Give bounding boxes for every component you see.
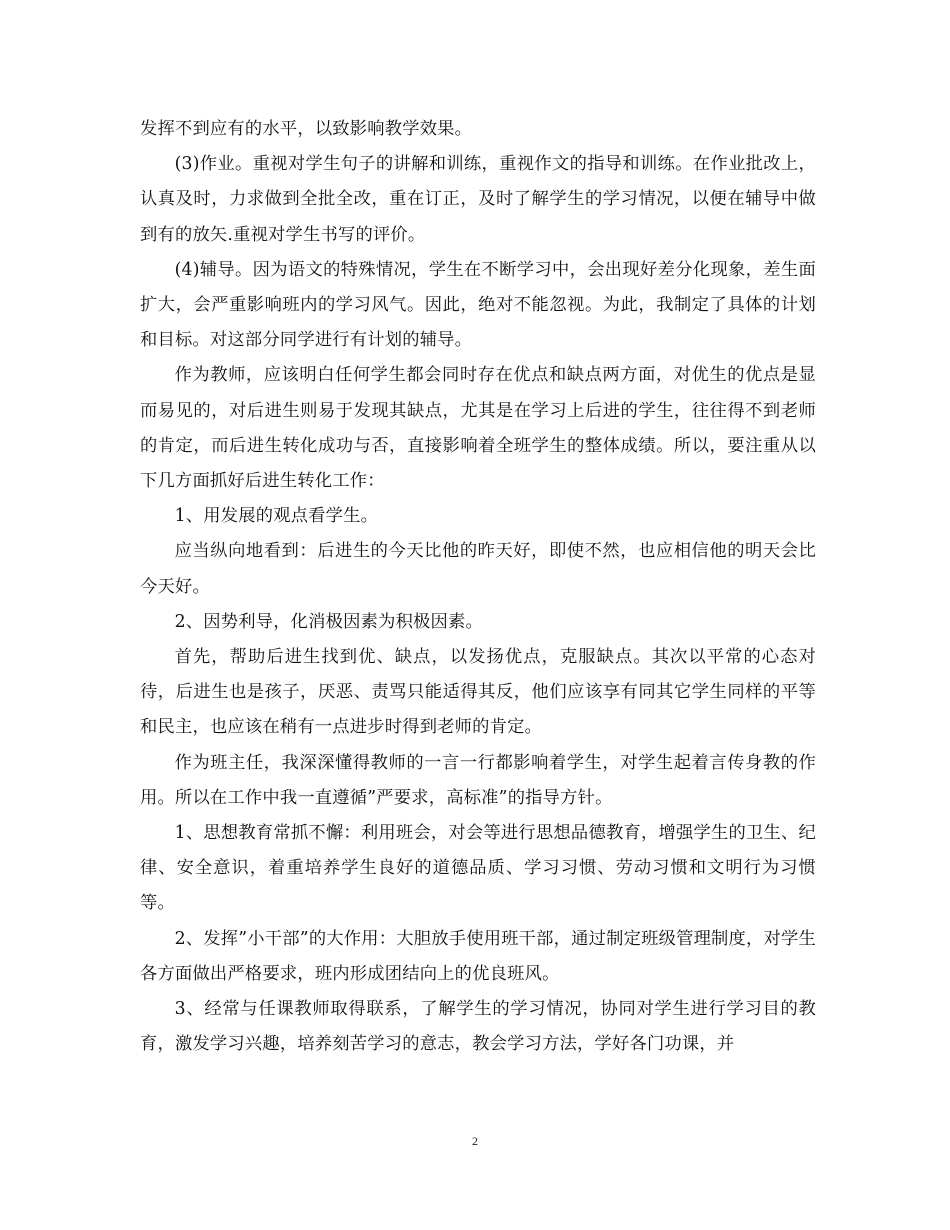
- paragraph: 2、发挥”小干部”的大作用：大胆放手使用班干部，通过制定班级管理制度，对学生各方面做出严格要求，班内形成团结向上的优良班风。: [140, 928, 816, 984]
- paragraph: 3、经常与任课教师取得联系，了解学生的学习情况，协同对学生进行学习目的教育，激发学习兴趣，培养刻苦学习的意志，教会学习方法，学好各门功课，并: [140, 999, 816, 1055]
- paragraph: (3)作业。重视对学生句子的讲解和训练，重视作文的指导和训练。在作业批改上，认真及时，力求做到全批全改，重在订正，及时了解学生的学习情况，以便在辅导中做到有的放矢.重视对学生书写的评价。: [140, 154, 816, 245]
- paragraph: 2、因势利导，化消极因素为积极因素。: [174, 611, 483, 632]
- paragraph: 首先，帮助后进生找到优、缺点，以发扬优点，克服缺点。其次以平常的心态对待，后进生也是孩子，厌恶、责骂只能适得其反，他们应该享有同其它学生同样的平等和民主，也应该在稍有一点进步时得到老师的肯定。: [140, 647, 816, 738]
- paragraph: 作为班主任，我深深懂得教师的一言一行都影响着学生，对学生起着言传身教的作用。所以在工作中我一直遵循”严要求，高标准”的指导方针。: [140, 752, 816, 808]
- paragraph: 作为教师，应该明白任何学生都会同时存在优点和缺点两方面，对优生的优点是显而易见的，对后进生则易于发现其缺点，尤其是在学习上后进的学生，往往得不到老师的肯定，而后进生转化成功与否，直接影响着全班学生的整体成绩。所以，要注重从以下几方面抓好后进生转化工作：: [140, 365, 816, 492]
- paragraph: 1、思想教育常抓不懈：利用班会，对会等进行思想品德教育，增强学生的卫生、纪律、安全意识，着重培养学生良好的道德品质、学习习惯、劳动习惯和文明行为习惯等。: [140, 823, 816, 914]
- page-number: 2: [472, 1134, 478, 1148]
- paragraph: 发挥不到应有的水平，以致影响教学效果。: [140, 119, 473, 139]
- body-text: [140, 112, 816, 1062]
- paragraph: 应当纵向地看到：后进生的今天比他的昨天好，即使不然，也应相信他的明天会比今天好。: [140, 541, 816, 597]
- paragraph: 1、用发展的观点看学生。: [174, 506, 379, 527]
- paragraph: (4)辅导。因为语文的特殊情况，学生在不断学习中，会出现好差分化现象，差生面扩大，会严重影响班内的学习风气。因此，绝对不能忽视。为此，我制定了具体的计划和目标。对这部分同学进行有计划的辅导。: [140, 259, 816, 351]
